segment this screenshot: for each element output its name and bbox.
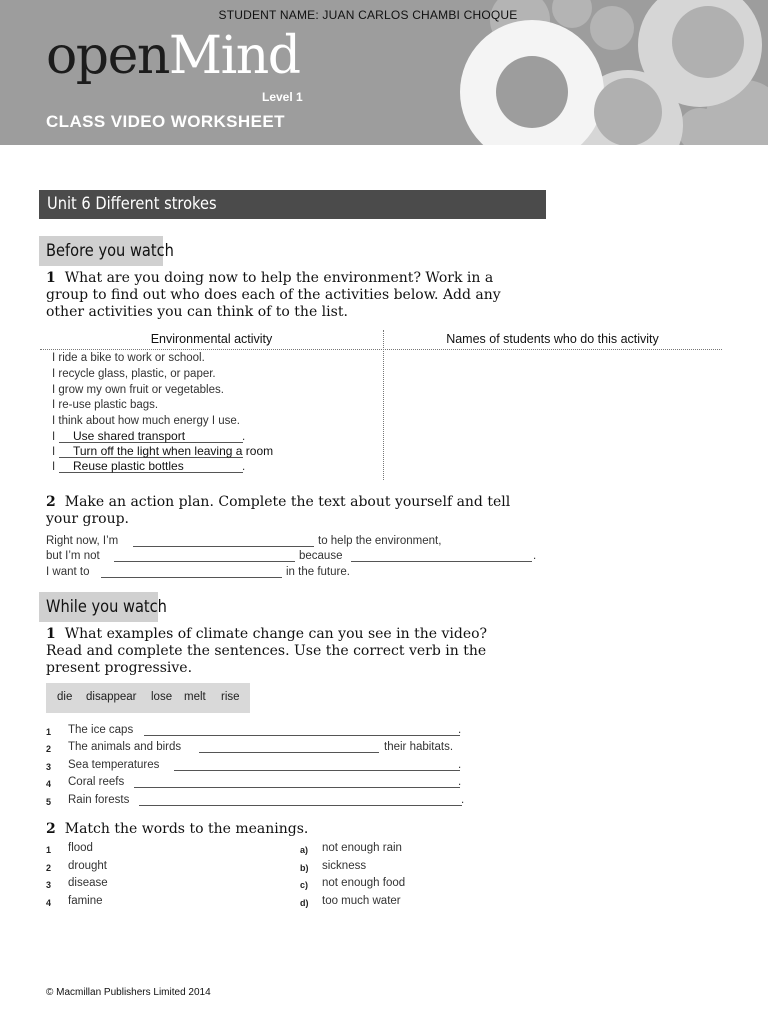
unit-title: Unit 6 Different strokes xyxy=(47,194,217,214)
worksheet-header xyxy=(0,0,768,145)
blank-line[interactable] xyxy=(199,752,379,753)
table-row-prefix: I xyxy=(52,461,56,473)
table-header-activity: Environmental activity xyxy=(150,332,273,346)
worksheet-title: CLASS VIDEO WORKSHEET xyxy=(46,112,285,131)
table-row-prefix: I xyxy=(52,446,56,458)
handwritten-answer[interactable]: Use shared transport xyxy=(73,429,186,443)
match-meaning: not enough food xyxy=(322,877,406,889)
table-row: I ride a bike to work or school. xyxy=(52,352,205,364)
blank-line[interactable] xyxy=(101,577,282,578)
copyright: © Macmillan Publishers Limited 2014 xyxy=(46,987,211,998)
unit-title-bar xyxy=(39,190,546,219)
table-row: I grow my own fruit or vegetables. xyxy=(52,384,224,396)
match-meaning: not enough rain xyxy=(322,842,402,854)
word-box-item: melt xyxy=(184,691,206,703)
blank-line[interactable] xyxy=(133,546,314,547)
word-box-item: disappear xyxy=(86,691,137,703)
blank-line[interactable] xyxy=(139,805,462,806)
sentence-item: Rain forests xyxy=(68,794,130,806)
table-row: I re-use plastic bags. xyxy=(52,399,159,411)
while-question-1: 1 What examples of climate change can you see in the video? Read and complete the sentences. Use the correct verb in the present progressive. xyxy=(46,626,488,676)
word-box xyxy=(46,683,250,713)
word-box-item: rise xyxy=(221,691,240,703)
handwritten-answer[interactable]: Turn off the light when leaving a room xyxy=(73,444,274,458)
sentence-item: The ice caps xyxy=(68,724,134,736)
handwritten-answer[interactable]: Reuse plastic bottles xyxy=(73,459,184,473)
section-while-you-watch: While you watch xyxy=(39,592,158,622)
blank-line[interactable] xyxy=(144,735,460,736)
match-word: famine xyxy=(68,895,103,907)
table-row: I recycle glass, plastic, or paper. xyxy=(52,368,216,380)
match-word: disease xyxy=(68,877,108,889)
level-label: Level 1 xyxy=(262,90,303,104)
blank-line[interactable] xyxy=(134,787,460,788)
while-question-2: 2 Match the words to the meanings. xyxy=(46,821,309,837)
match-meaning: too much water xyxy=(322,895,401,907)
word-box-item: lose xyxy=(151,691,173,703)
sentence-item: Coral reefs xyxy=(68,776,125,788)
student-name: STUDENT NAME: JUAN CARLOS CHAMBI CHOQUE xyxy=(218,8,518,22)
match-word: flood xyxy=(68,842,93,854)
openmind-logo: openMind xyxy=(46,26,300,86)
match-word: drought xyxy=(68,860,108,872)
table-row-prefix: I xyxy=(52,431,56,443)
activity-table: Environmental activity Names of students who do this activity I ride a bike to work or school. I recycle glass, plastic, or paper. I grow my own fruit or vegetables. I re-use plastic bags. I think about how much energy I use. I Use shared transport . I Turn off the light when leaving a room I Reuse plastic bottles . xyxy=(40,330,722,480)
blank-line[interactable] xyxy=(114,561,295,562)
table-header-names: Names of students who do this activity xyxy=(446,332,659,346)
section-before-you-watch: Before you watch xyxy=(39,236,163,266)
before-question-2: 2 Make an action plan. Complete the text about yourself and tell your group. xyxy=(46,494,511,527)
match-meaning: sickness xyxy=(322,860,367,872)
sentence-item: Sea temperatures xyxy=(68,759,160,771)
sentence-item: The animals and birds xyxy=(68,741,182,753)
blank-line[interactable] xyxy=(351,561,532,562)
before-question-1: 1 What are you doing now to help the environment? Work in a group to find out who does each of the activities below. Add any other activities you can think of to the list. xyxy=(46,270,501,320)
word-box-item: die xyxy=(57,691,73,703)
table-row: I think about how much energy I use. xyxy=(52,415,240,427)
blank-line[interactable] xyxy=(174,770,460,771)
